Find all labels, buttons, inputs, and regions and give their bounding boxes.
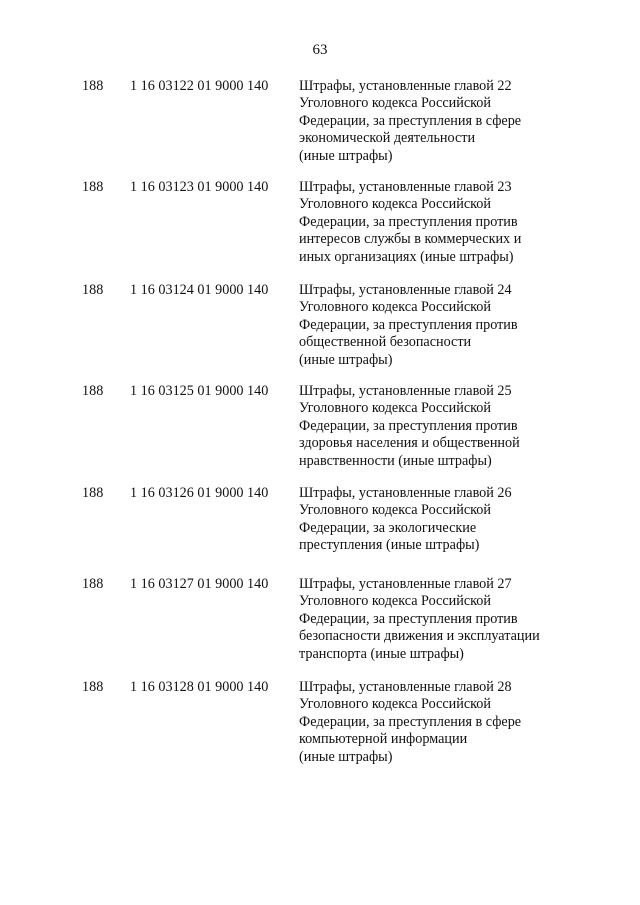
revenue-description [299, 679, 521, 766]
administrator-code: 188 [82, 78, 104, 94]
budget-classification-code: 1 16 03125 01 9000 140 [130, 383, 269, 399]
administrator-code: 188 [82, 282, 104, 298]
description-line: Штрафы, установленные главой 23 [299, 179, 512, 195]
revenue-description [299, 485, 512, 555]
administrator-code: 188 [82, 485, 104, 501]
description-line: Уголовного кодекса Российской [299, 196, 491, 213]
administrator-code: 188 [82, 383, 104, 399]
administrator-code: 188 [82, 576, 104, 592]
revenue-description [299, 179, 521, 266]
description-line: Федерации, за экологические [299, 519, 477, 536]
description-line: Штрафы, установленные главой 27 [299, 576, 512, 592]
table-row [0, 485, 640, 576]
budget-classification-code: 1 16 03123 01 9000 140 [130, 179, 269, 195]
table-row [0, 576, 640, 679]
table-row [0, 282, 640, 383]
description-line: Уголовного кодекса Российской [299, 502, 491, 519]
description-line: Уголовного кодекса Российской [299, 696, 491, 713]
description-line: (иные штрафы) [299, 748, 393, 765]
description-line: Федерации, за преступления в сфере [299, 713, 522, 730]
description-line: Федерации, за преступления в сфере [299, 112, 522, 129]
description-line: Уголовного кодекса Российской [299, 299, 491, 316]
description-line: Уголовного кодекса Российской [299, 400, 491, 417]
budget-classification-code: 1 16 03122 01 9000 140 [130, 78, 269, 94]
description-line: (иные штрафы) [299, 147, 393, 164]
revenue-description [299, 576, 540, 663]
budget-classification-code: 1 16 03127 01 9000 140 [130, 576, 269, 592]
revenue-description [299, 282, 518, 369]
description-line: нравственности (иные штрафы) [299, 452, 492, 469]
description-line: Штрафы, установленные главой 24 [299, 282, 512, 298]
budget-classification-code: 1 16 03128 01 9000 140 [130, 679, 269, 695]
description-line: Уголовного кодекса Российской [299, 95, 491, 112]
description-line: Федерации, за преступления против [299, 610, 518, 627]
description-line: Федерации, за преступления против [299, 316, 518, 333]
description-line: экономической деятельности [299, 130, 476, 147]
revenue-description [299, 383, 520, 470]
description-line: (иные штрафы) [299, 351, 393, 368]
description-line: Уголовного кодекса Российской [299, 593, 491, 610]
budget-classification-code: 1 16 03126 01 9000 140 [130, 485, 269, 501]
description-line: безопасности движения и эксплуатации [299, 628, 540, 645]
description-line: Штрафы, установленные главой 22 [299, 78, 512, 94]
page-number: 63 [312, 42, 328, 58]
table-row [0, 78, 640, 179]
description-line: Федерации, за преступления против [299, 213, 518, 230]
administrator-code: 188 [82, 179, 104, 195]
description-line: Федерации, за преступления против [299, 417, 518, 434]
description-line: преступления (иные штрафы) [299, 537, 480, 554]
description-line: компьютерной информации [299, 731, 468, 748]
revenue-description [299, 78, 521, 165]
revenue-codes-table [0, 78, 640, 780]
table-row [0, 179, 640, 282]
description-line: Штрафы, установленные главой 28 [299, 679, 512, 695]
table-row [0, 383, 640, 485]
administrator-code: 188 [82, 679, 104, 695]
description-line: транспорта (иные штрафы) [299, 645, 464, 662]
budget-classification-code: 1 16 03124 01 9000 140 [130, 282, 269, 298]
description-line: Штрафы, установленные главой 25 [299, 383, 512, 399]
description-line: Штрафы, установленные главой 26 [299, 485, 512, 501]
description-line: иных организациях (иные штрафы) [299, 248, 514, 265]
description-line: здоровья населения и общественной [299, 435, 520, 452]
description-line: интересов службы в коммерческих и [299, 231, 522, 248]
description-line: общественной безопасности [299, 334, 472, 351]
table-row [0, 679, 640, 780]
